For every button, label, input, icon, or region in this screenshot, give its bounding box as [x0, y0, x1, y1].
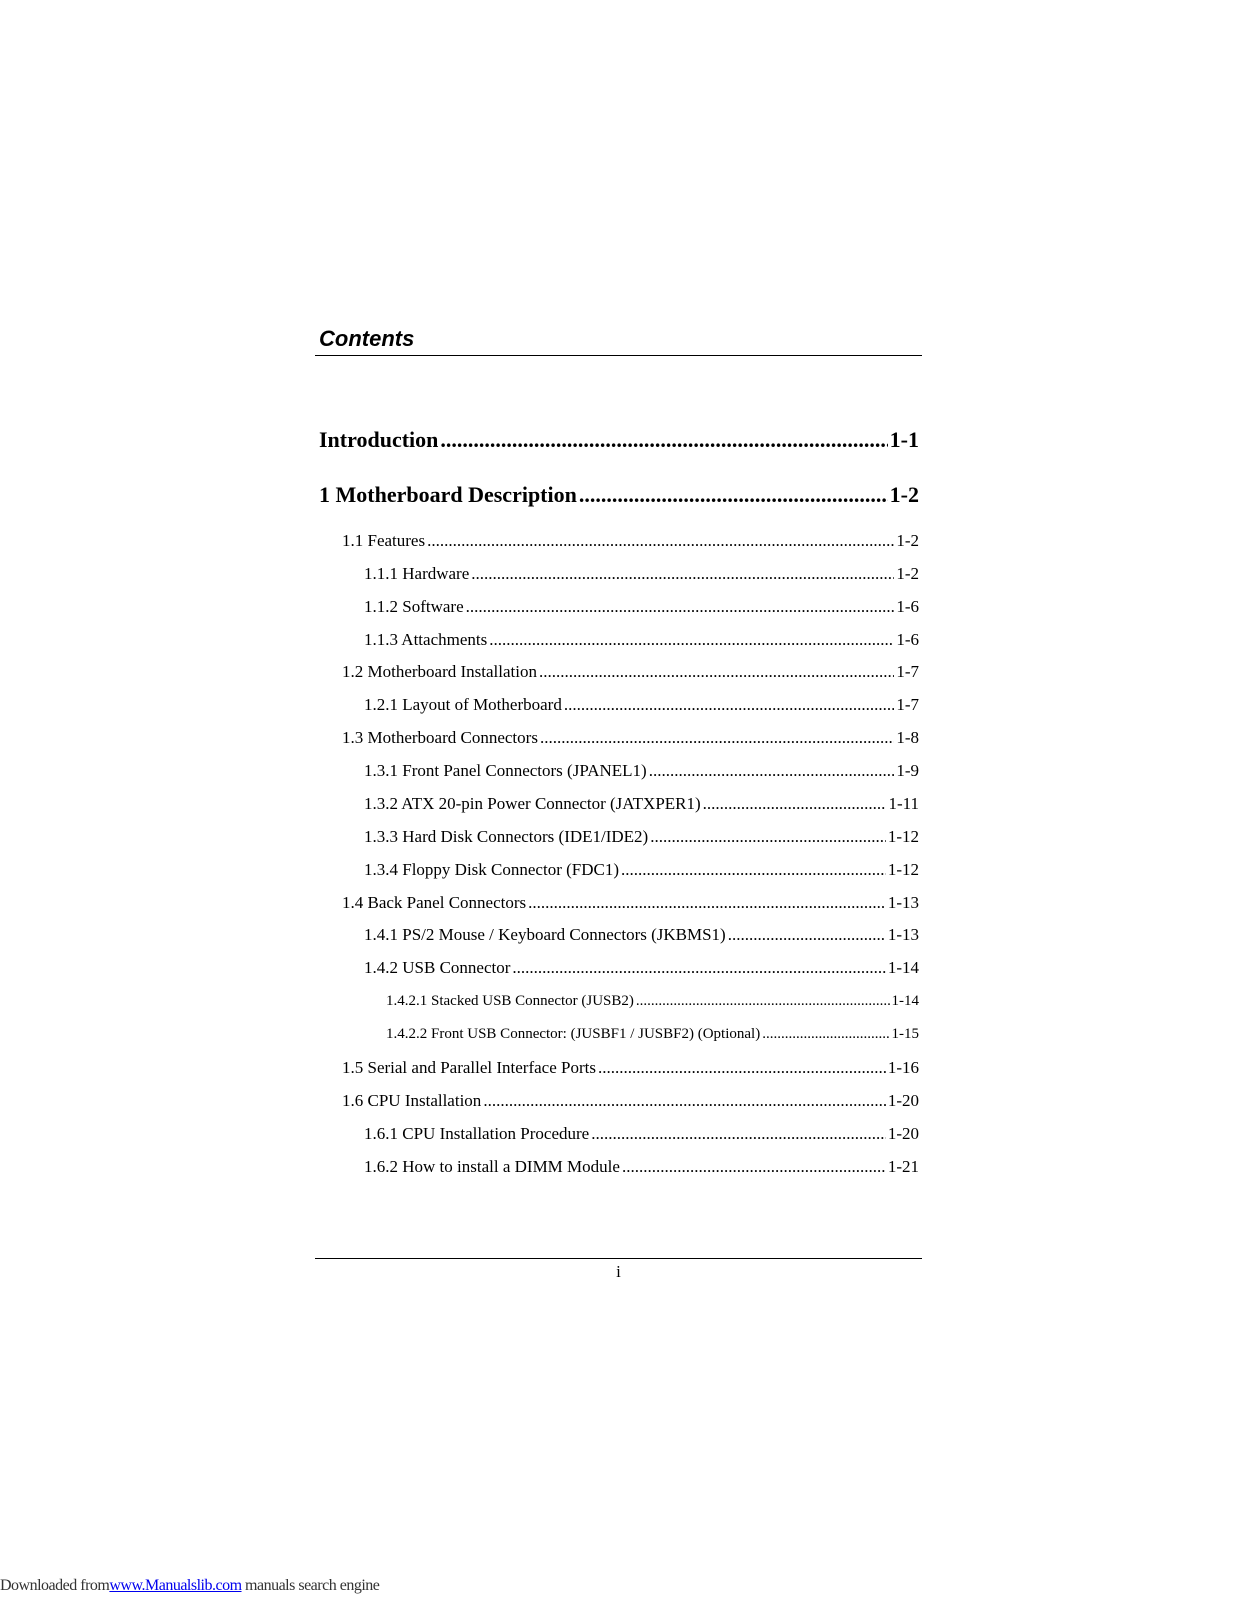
- toc-entry-page: 1-6: [896, 597, 919, 616]
- toc-entry-page: 1-2: [889, 482, 919, 507]
- manualslib-link[interactable]: www.Manualslib.com: [109, 1577, 242, 1594]
- toc-entry-page: 1-14: [891, 993, 919, 1009]
- toc-leader-dots: [466, 597, 895, 617]
- toc-entry[interactable]: [342, 662, 919, 682]
- toc-entry-page: 1-20: [887, 1124, 919, 1143]
- toc-entry-title: 1.4.1 PS/2 Mouse / Keyboard Connectors (JKBMS1): [364, 925, 726, 944]
- toc-entry-title: 1.3 Motherboard Connectors: [342, 728, 538, 747]
- toc-leader-dots: [598, 1058, 886, 1078]
- toc-entry-title: 1.2.1 Layout of Motherboard: [364, 695, 562, 714]
- header-rule: [315, 355, 922, 356]
- toc-entry-page: 1-14: [887, 958, 919, 977]
- toc-entry-title: 1.6.1 CPU Installation Procedure: [364, 1124, 590, 1143]
- contents-heading: Contents: [319, 326, 415, 351]
- toc-entry-title: 1.4.2.1 Stacked USB Connector (JUSB2): [386, 993, 634, 1009]
- toc-entry[interactable]: [342, 1058, 919, 1078]
- toc-entry[interactable]: [364, 827, 919, 847]
- toc-entry[interactable]: [364, 1157, 919, 1177]
- toc-entry[interactable]: [386, 1026, 919, 1043]
- toc-leader-dots: [440, 427, 887, 453]
- footer-rule: [315, 1258, 922, 1259]
- toc-leader-dots: [471, 564, 894, 584]
- toc-leader-dots: [650, 827, 886, 847]
- toc-entry[interactable]: [364, 597, 919, 617]
- toc-entry-page: 1-7: [896, 662, 919, 681]
- toc-entry-title: 1.1.1 Hardware: [364, 564, 470, 583]
- toc-leader-dots: [728, 925, 886, 945]
- toc-entry-page: 1-21: [887, 1157, 919, 1176]
- toc-entry[interactable]: [342, 728, 919, 748]
- toc-entry[interactable]: [364, 1124, 919, 1144]
- toc-entry-title: 1.3.3 Hard Disk Connectors (IDE1/IDE2): [364, 827, 649, 846]
- toc-entry-page: 1-11: [888, 794, 919, 813]
- toc-leader-dots: [483, 1091, 886, 1111]
- toc-entry[interactable]: [342, 893, 919, 913]
- toc-entry[interactable]: [364, 860, 919, 880]
- toc-entry[interactable]: [342, 1091, 919, 1111]
- toc-entry-title: 1.3.1 Front Panel Connectors (JPANEL1): [364, 761, 647, 780]
- toc-entry-title: 1.3.2 ATX 20-pin Power Connector (JATXPER1): [364, 794, 701, 813]
- toc-entry-page: 1-15: [891, 1026, 919, 1042]
- toc-leader-dots: [427, 531, 894, 551]
- download-footer: [0, 1577, 379, 1595]
- toc-entry[interactable]: [342, 531, 919, 551]
- toc-entry[interactable]: [364, 695, 919, 715]
- toc-entry[interactable]: [364, 630, 919, 650]
- toc-entry-title: 1.6.2 How to install a DIMM Module: [364, 1157, 620, 1176]
- toc-entry-page: 1-2: [896, 531, 919, 550]
- toc-leader-dots: [564, 695, 895, 715]
- toc-entry-page: 1-2: [896, 564, 919, 583]
- toc-entry[interactable]: [364, 761, 919, 781]
- toc-leader-dots: [622, 1157, 886, 1177]
- toc-entry-title: 1.3.4 Floppy Disk Connector (FDC1): [364, 860, 619, 879]
- toc-entry-page: 1-13: [887, 925, 919, 944]
- toc-entry-page: 1-9: [896, 761, 919, 780]
- toc-entry-title: 1.4 Back Panel Connectors: [342, 893, 527, 912]
- toc-leader-dots: [703, 794, 887, 814]
- toc-entry-page: 1-8: [896, 728, 919, 747]
- toc-leader-dots: [579, 482, 888, 508]
- toc-entry-title: 1.1.2 Software: [364, 597, 464, 616]
- toc-entry-page: 1-7: [896, 695, 919, 714]
- toc-entry[interactable]: [364, 564, 919, 584]
- toc-leader-dots: [539, 662, 894, 682]
- toc-entry-page: 1-1: [889, 427, 919, 452]
- toc-leader-dots: [489, 630, 894, 650]
- page-number: i: [616, 1262, 621, 1281]
- toc-leader-dots: [540, 728, 894, 748]
- toc-entry[interactable]: [386, 993, 919, 1010]
- toc-leader-dots: [528, 893, 886, 913]
- toc-leader-dots: [762, 1026, 889, 1043]
- toc-entry-title: 1.1 Features: [342, 531, 426, 550]
- toc-entry-page: 1-16: [887, 1058, 919, 1077]
- toc-entry-title: 1 Motherboard Description: [319, 482, 577, 507]
- toc-entry-page: 1-12: [887, 827, 919, 846]
- toc-leader-dots: [649, 761, 895, 781]
- toc-entry-title: 1.6 CPU Installation: [342, 1091, 482, 1110]
- toc-entry[interactable]: [319, 427, 919, 453]
- toc-leader-dots: [636, 993, 890, 1010]
- toc-leader-dots: [591, 1124, 886, 1144]
- footer-prefix: Downloaded from: [0, 1577, 110, 1594]
- toc-entry-page: 1-13: [887, 893, 919, 912]
- toc-entry-title: 1.2 Motherboard Installation: [342, 662, 537, 681]
- toc-leader-dots: [621, 860, 886, 880]
- toc-entry-page: 1-20: [887, 1091, 919, 1110]
- toc-entry[interactable]: [364, 958, 919, 978]
- toc-leader-dots: [512, 958, 885, 978]
- toc-entry[interactable]: [364, 925, 919, 945]
- toc-entry-title: Introduction: [319, 427, 439, 452]
- toc-entry-title: 1.4.2 USB Connector: [364, 958, 511, 977]
- toc-entry-title: 1.4.2.2 Front USB Connector: (JUSBF1 / JUSBF2) (Optional): [386, 1026, 761, 1042]
- toc-entry-page: 1-6: [896, 630, 919, 649]
- toc-entry[interactable]: [364, 794, 919, 814]
- toc-entry-page: 1-12: [887, 860, 919, 879]
- toc-entry[interactable]: [319, 482, 919, 508]
- footer-suffix: manuals search engine: [241, 1577, 380, 1594]
- toc-entry-title: 1.5 Serial and Parallel Interface Ports: [342, 1058, 596, 1077]
- toc-entry-title: 1.1.3 Attachments: [364, 630, 488, 649]
